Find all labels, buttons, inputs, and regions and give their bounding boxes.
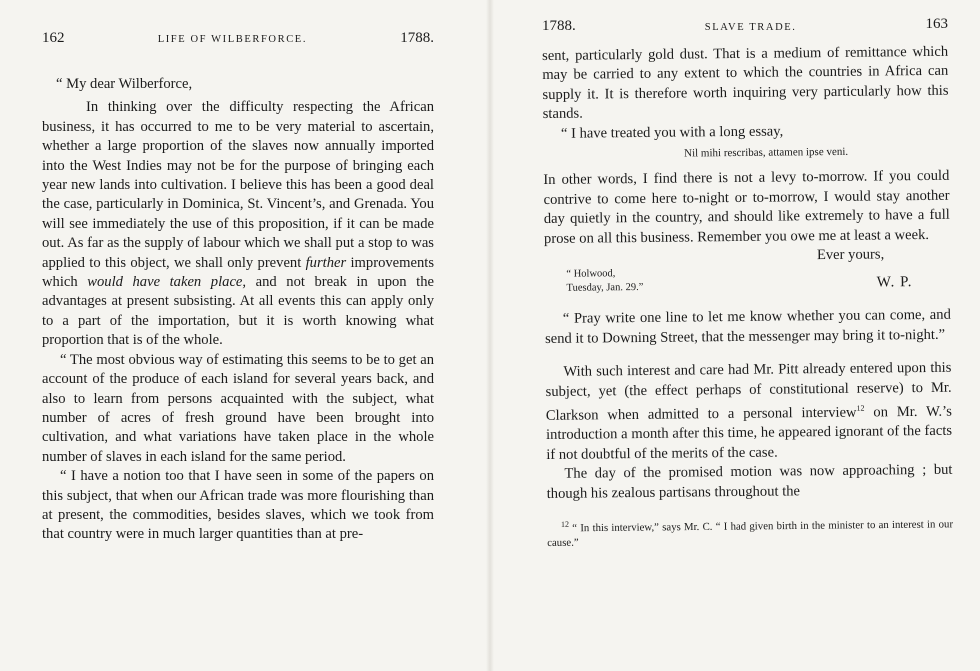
page-number: 162 xyxy=(42,30,65,46)
paragraph xyxy=(545,359,952,465)
footnote-text: “ In this interview,” says Mr. C. “ I had given birth in the minister to an interest in our cause.” xyxy=(547,518,954,550)
running-head: LIFE OF WILBERFORCE. xyxy=(157,34,308,45)
running-head: SLAVE TRADE. xyxy=(704,22,797,33)
right-page xyxy=(490,0,980,671)
italic-text: would have taken place, xyxy=(87,274,247,291)
text-run: and not break in upon the advantages at present subsisting. At all events this can apply only to a part of the importation, but it is worth knowing what proportion that is of the whole. xyxy=(42,274,434,349)
paragraph: In other words, I find there is not a levy to-morrow. If you could contrive to come here to-night or to-morrow, I would stay another day quietly in the country, and should like extremely to have a full prose on all this business. Remember you owe me at least a week. xyxy=(543,168,950,247)
italic-text: further xyxy=(305,254,347,271)
letter-closing: Ever yours, xyxy=(816,246,885,264)
right-page-body xyxy=(542,43,953,551)
footnote-reference: 12 xyxy=(856,403,865,413)
left-page-header xyxy=(42,30,434,54)
letter-place: “ Holwood, xyxy=(566,268,616,281)
signature: W. P. xyxy=(876,274,913,291)
text-run: In thinking over the difficulty respecting the African business, it has occurred to me to be very material to ascertain, whether a large proportion of the slaves now annually imported into the West Indies may not be for the purpose of bringing each year new lands into cultivation. I believe this has been a good deal the case, particularly in Dominica, St. Vincent’s, and Grenada. You will see immediately the use of this proposition, if it can be made out. As far as the supply of labour which we shall put a stop to was applied to this object, we shall only prevent xyxy=(42,99,434,271)
left-page-body xyxy=(42,75,434,545)
paragraph: “ I have treated you with a long essay, xyxy=(560,123,784,142)
paragraph: The day of the promised motion was now approaching ; but though his zealous partisans throughout the xyxy=(546,461,953,502)
text-run: With such interest and care had Mr. Pitt already entered upon this subject, yet (the effect perhaps of constitutional reserve) to Mr. Clarkson when admitted to a personal interview xyxy=(545,360,952,424)
latin-quote: Nil mihi rescribas, attamen ipse veni. xyxy=(684,145,849,160)
page-number: 163 xyxy=(925,16,948,32)
paragraph: “ Pray write one line to let me know whether you can come, and send it to Downing Street, that the messenger may bring it to-night.” xyxy=(544,307,951,347)
letter-date: Tuesday, Jan. 29.” xyxy=(566,282,644,295)
salutation: “ My dear Wilberforce, xyxy=(56,76,193,92)
letter-place-date xyxy=(544,267,643,296)
paragraph xyxy=(42,98,434,350)
text-run: improvements which xyxy=(42,254,434,291)
signature-row xyxy=(544,264,950,296)
paragraph: “ I have a notion too that I have seen in some of the papers on this subject, that when our African trade was more flourishing than at present, the commodities, besides slaves, which we took from that country were in much larger quantities than at pre- xyxy=(42,468,434,543)
text-run: on Mr. W.’s introduction a month after this time, he appeared ignorant of the facts if not doubtful of the merits of the case. xyxy=(545,403,953,463)
footnote-mark: 12 xyxy=(560,519,570,529)
footnote xyxy=(547,514,953,551)
paragraph: sent, particularly gold dust. That is a medium of remittance which may be carried to any extent to which the countries in Africa can supply it. It is therefore worth inquiring very particularly how this stands. xyxy=(542,43,949,123)
paragraph: “ The most obvious way of estimating this seems to be to get an account of the produce of each island for several years back, and also to learn from persons acquainted with the subject, what number of acres of fresh ground have been brought into cultivation, and what variations have taken place in the whole number of slaves in each island for the same period. xyxy=(42,351,434,465)
right-page-header xyxy=(542,18,948,42)
header-year: 1788. xyxy=(542,18,576,34)
header-year: 1788. xyxy=(400,30,434,46)
